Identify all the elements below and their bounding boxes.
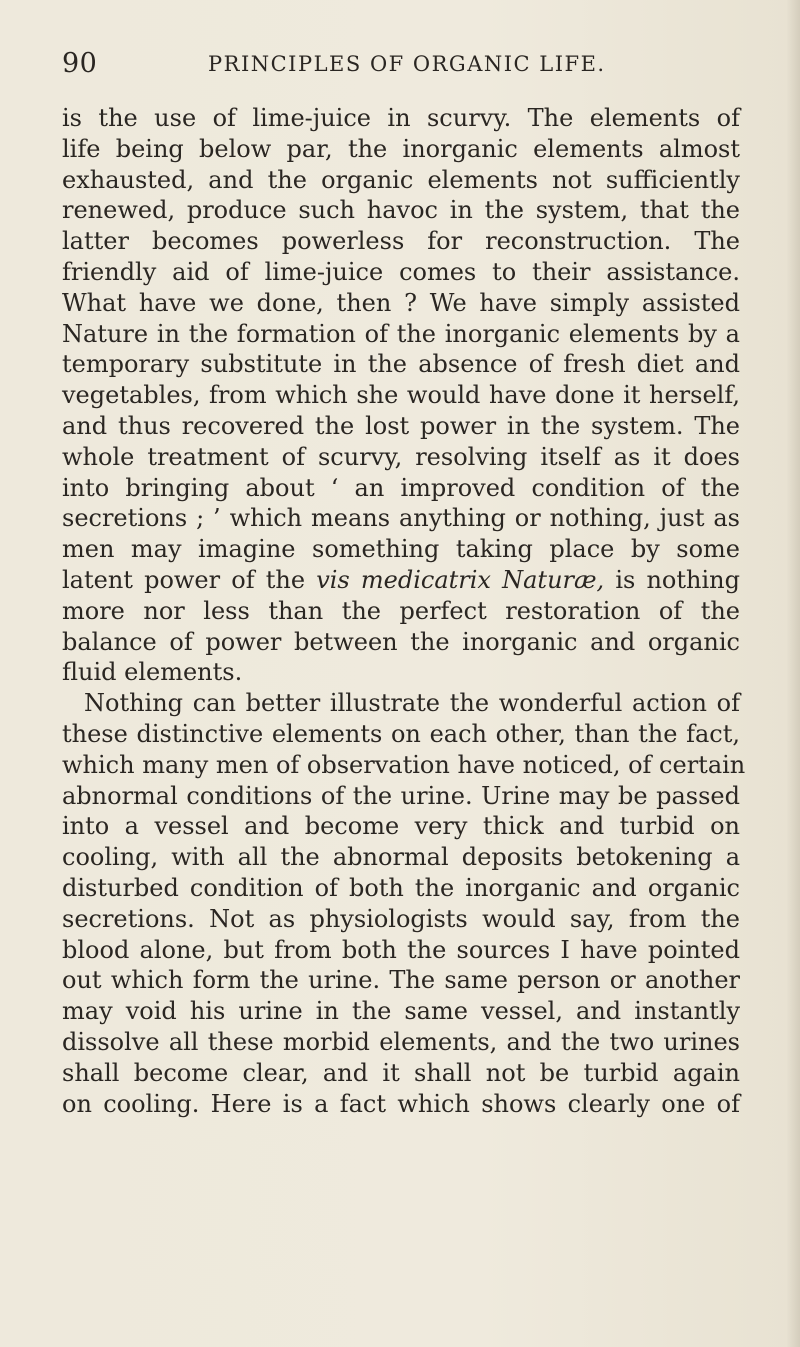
text-line: on cooling. Here is a fact which shows clearly one of	[62, 1089, 740, 1118]
text-line: balance of power between the inorganic and organic	[62, 627, 740, 656]
text-line: which many men of observation have noticed, of certain	[62, 750, 746, 779]
body-text	[62, 103, 746, 1119]
text-line: men may imagine something taking place by some	[62, 535, 740, 564]
text-line: life being below par, the inorganic elements almost	[62, 134, 740, 163]
text-segment: latent power of the	[62, 565, 317, 594]
page-number: 90	[62, 48, 98, 79]
text-line: abnormal conditions of the urine. Urine may be passed	[62, 781, 740, 810]
text-line: may void his urine in the same vessel, and instantly	[62, 997, 740, 1026]
text-line: cooling, with all the abnormal deposits betokening a	[62, 843, 740, 872]
text-line: friendly aid of lime-juice comes to their assistance.	[62, 257, 740, 286]
text-line: Nature in the formation of the inorganic elements by a	[62, 319, 740, 348]
text-line-mixed	[62, 565, 740, 596]
text-line: is the use of lime-juice in scurvy. The elements of	[62, 104, 740, 132]
text-line: What have we done, then ? We have simply assisted	[62, 288, 740, 317]
text-line: secretions. Not as physiologists would say, from the	[62, 904, 740, 933]
paragraph-start-line: Nothing can better illustrate the wonderful action of	[84, 689, 740, 718]
text-line: dissolve all these morbid elements, and the two urines	[62, 1027, 740, 1056]
text-segment: is nothing	[604, 565, 740, 594]
text-line: blood alone, but from both the sources I have pointed	[62, 935, 740, 964]
running-title: PRINCIPLES OF ORGANIC LIFE.	[208, 52, 606, 76]
paragraph-end-line: fluid elements.	[62, 658, 243, 687]
text-line: into bringing about ‘ an improved condition of the	[62, 473, 740, 502]
text-line: renewed, produce such havoc in the system, that the	[62, 196, 740, 225]
text-line: out which form the urine. The same person or another	[62, 966, 740, 995]
running-head	[62, 48, 730, 82]
page-edge-shadow	[786, 0, 800, 1347]
text-line: secretions ; ’ which means anything or nothing, just as	[62, 504, 740, 533]
text-line: latter becomes powerless for reconstruction. The	[62, 227, 740, 256]
text-line: and thus recovered the lost power in the system. The	[62, 411, 740, 440]
text-line: these distinctive elements on each other, than the fact,	[62, 719, 740, 748]
latin-phrase: vis medicatrix Naturæ,	[316, 565, 605, 594]
text-line: more nor less than the perfect restoration of the	[62, 596, 740, 625]
text-line: disturbed condition of both the inorganic and organic	[62, 873, 740, 902]
text-line: whole treatment of scurvy, resolving itself as it does	[62, 442, 740, 471]
text-line: shall become clear, and it shall not be turbid again	[62, 1058, 740, 1087]
text-line: exhausted, and the organic elements not sufficiently	[62, 165, 740, 194]
text-line: into a vessel and become very thick and turbid on	[62, 812, 740, 841]
text-line: temporary substitute in the absence of fresh diet and	[62, 350, 740, 379]
text-line: vegetables, from which she would have done it herself,	[62, 381, 740, 410]
